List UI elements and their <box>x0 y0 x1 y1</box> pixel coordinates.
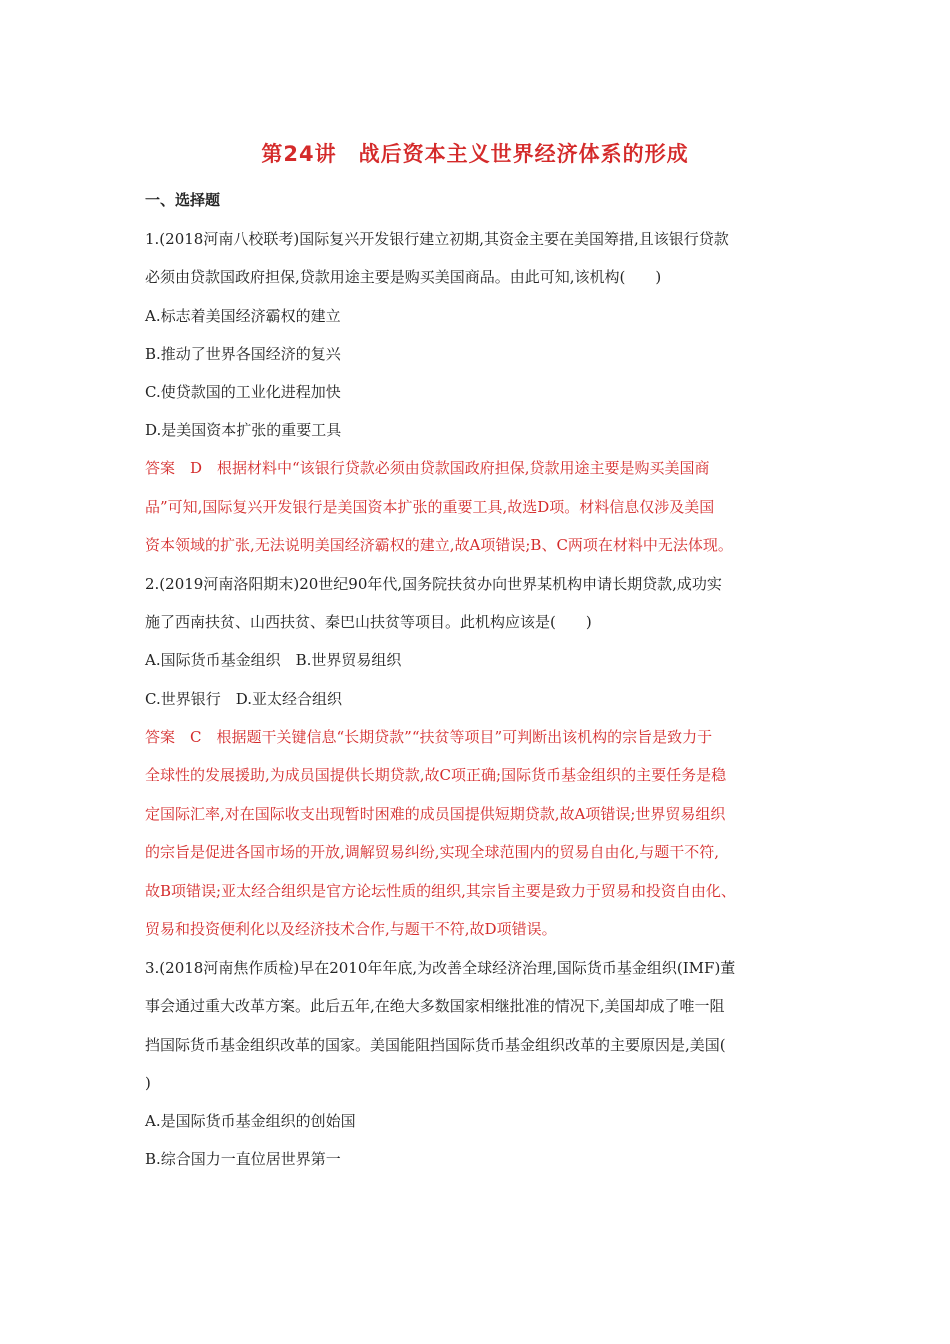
q1-answer-line-2: 品”可知,国际复兴开发银行是美国资本扩张的重要工具,故选D项。材料信息仅涉及美国 <box>145 498 715 516</box>
q2-answer-line-1: 答案 C 根据题干关键信息“长期贷款”“扶贫等项目”可判断出该机构的宗旨是致力于 <box>145 728 713 746</box>
q2-answer-line-3: 定国际汇率,对在国际收支出现暂时困难的成员国提供短期贷款,故A项错误;世界贸易组织 <box>145 805 726 823</box>
q2-options-cd: C.世界银行 D.亚太经合组织 <box>145 690 342 708</box>
q2-options-ab: A.国际货币基金组织 B.世界贸易组织 <box>145 651 402 669</box>
q1-option-b: B.推动了世界各国经济的复兴 <box>145 345 341 363</box>
page-title: 第24讲 战后资本主义世界经济体系的形成 <box>261 142 689 166</box>
q3-stem-line-2: 事会通过重大改革方案。此后五年,在绝大多数国家相继批准的情况下,美国却成了唯一阻 <box>145 997 725 1015</box>
q1-stem-line-2: 必须由贷款国政府担保,贷款用途主要是购买美国商品。由此可知,该机构( ) <box>145 268 662 286</box>
q1-option-d: D.是美国资本扩张的重要工具 <box>145 421 342 439</box>
q2-answer-line-6: 贸易和投资便利化以及经济技术合作,与题干不符,故D项错误。 <box>145 920 557 938</box>
q1-answer-line-1: 答案 D 根据材料中“该银行贷款必须由贷款国政府担保,贷款用途主要是购买美国商 <box>145 459 710 477</box>
q2-stem-line-1: 2.(2019河南洛阳期末)20世纪90年代,国务院扶贫办向世界某机构申请长期贷款,成功实 <box>145 575 722 593</box>
q2-stem-line-2: 施了西南扶贫、山西扶贫、秦巴山扶贫等项目。此机构应该是( ) <box>145 613 592 631</box>
section-heading: 一、选择题 <box>145 191 221 209</box>
q3-option-a: A.是国际货币基金组织的创始国 <box>145 1112 356 1130</box>
q1-stem-line-1: 1.(2018河南八校联考)国际复兴开发银行建立初期,其资金主要在美国筹措,且该银行贷款 <box>145 230 729 248</box>
q2-answer-line-5: 故B项错误;亚太经合组织是官方论坛性质的组织,其宗旨主要是致力于贸易和投资自由化、 <box>145 882 736 900</box>
q1-option-a: A.标志着美国经济霸权的建立 <box>145 307 341 325</box>
q3-stem-line-1: 3.(2018河南焦作质检)早在2010年年底,为改善全球经济治理,国际货币基金组织(IMF)董 <box>145 959 736 977</box>
q3-option-b: B.综合国力一直位居世界第一 <box>145 1150 341 1168</box>
q1-option-c: C.使贷款国的工业化进程加快 <box>145 383 341 401</box>
q3-stem-line-4: ) <box>145 1074 151 1092</box>
q2-answer-line-4: 的宗旨是促进各国市场的开放,调解贸易纠纷,实现全球范围内的贸易自由化,与题干不符, <box>145 843 720 861</box>
q3-stem-line-3: 挡国际货币基金组织改革的国家。美国能阻挡国际货币基金组织改革的主要原因是,美国( <box>145 1036 726 1054</box>
q1-answer-line-3: 资本领域的扩张,无法说明美国经济霸权的建立,故A项错误;B、C两项在材料中无法体现。 <box>145 536 733 554</box>
q2-answer-line-2: 全球性的发展援助,为成员国提供长期贷款,故C项正确;国际货币基金组织的主要任务是稳 <box>145 766 727 784</box>
